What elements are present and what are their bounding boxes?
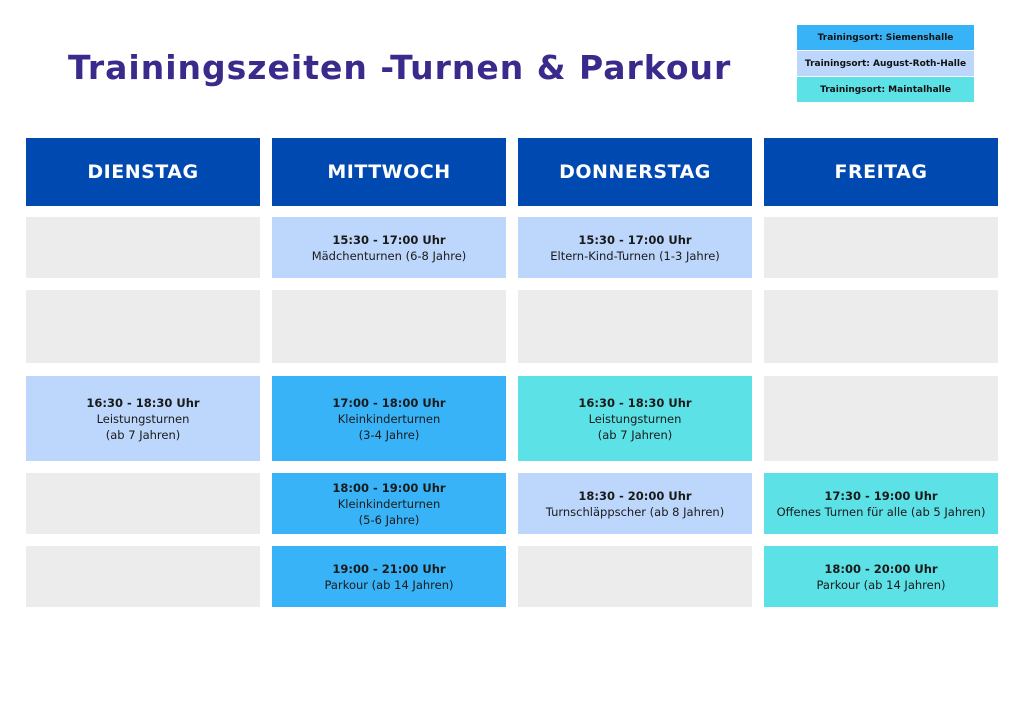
empty-slot-freitag [764,376,998,461]
training-slot-mittwoch [272,546,506,607]
slot-description: Parkour (ab 14 Jahren) [324,577,454,592]
legend-item-siemenshalle: Trainingsort: Siemenshalle [797,25,974,50]
training-slot-dienstag [26,376,260,461]
training-slot-donnerstag [518,217,752,278]
day-header-mittwoch: MITTWOCH [272,138,506,206]
slot-description: (ab 7 Jahren) [105,427,181,442]
slot-time: 17:00 - 18:00 Uhr [332,395,446,410]
slot-time: 18:00 - 20:00 Uhr [824,561,938,576]
slot-time: 15:30 - 17:00 Uhr [332,232,446,247]
training-slot-mittwoch [272,217,506,278]
slot-description: Kleinkinderturnen [337,411,441,426]
training-slot-freitag [764,473,998,534]
slot-description: Leistungsturnen [96,411,190,426]
slot-description: Eltern-Kind-Turnen (1-3 Jahre) [550,248,720,263]
day-header-freitag: FREITAG [764,138,998,206]
empty-slot-mittwoch [272,290,506,363]
slot-description: Offenes Turnen für alle (ab 5 Jahren) [776,504,986,519]
empty-slot-dienstag [26,217,260,278]
legend-item-maintalhalle: Trainingsort: Maintalhalle [797,77,974,102]
slot-description: Turnschläppscher (ab 8 Jahren) [545,504,725,519]
slot-time: 16:30 - 18:30 Uhr [578,395,692,410]
legend-item-august-roth-halle: Trainingsort: August-Roth-Halle [797,51,974,76]
slot-description: Parkour (ab 14 Jahren) [816,577,946,592]
empty-slot-freitag [764,290,998,363]
training-slot-freitag [764,546,998,607]
training-slot-donnerstag [518,473,752,534]
slot-description: (ab 7 Jahren) [597,427,673,442]
empty-slot-dienstag [26,473,260,534]
slot-time: 18:30 - 20:00 Uhr [578,488,692,503]
training-slot-mittwoch [272,473,506,534]
venue-legend [797,25,974,103]
empty-slot-dienstag [26,290,260,363]
day-header-donnerstag: DONNERSTAG [518,138,752,206]
empty-slot-dienstag [26,546,260,607]
training-slot-mittwoch [272,376,506,461]
slot-time: 15:30 - 17:00 Uhr [578,232,692,247]
page-title: Trainingszeiten -Turnen & Parkour [68,48,732,87]
empty-slot-donnerstag [518,546,752,607]
empty-slot-donnerstag [518,290,752,363]
slot-description: (5-6 Jahre) [358,512,420,527]
slot-time: 18:00 - 19:00 Uhr [332,480,446,495]
slot-time: 19:00 - 21:00 Uhr [332,561,446,576]
slot-time: 16:30 - 18:30 Uhr [86,395,200,410]
slot-description: (3-4 Jahre) [358,427,420,442]
slot-description: Leistungsturnen [588,411,682,426]
slot-time: 17:30 - 19:00 Uhr [824,488,938,503]
day-header-dienstag: DIENSTAG [26,138,260,206]
slot-description: Mädchenturnen (6-8 Jahre) [311,248,467,263]
empty-slot-freitag [764,217,998,278]
training-slot-donnerstag [518,376,752,461]
slot-description: Kleinkinderturnen [337,496,441,511]
